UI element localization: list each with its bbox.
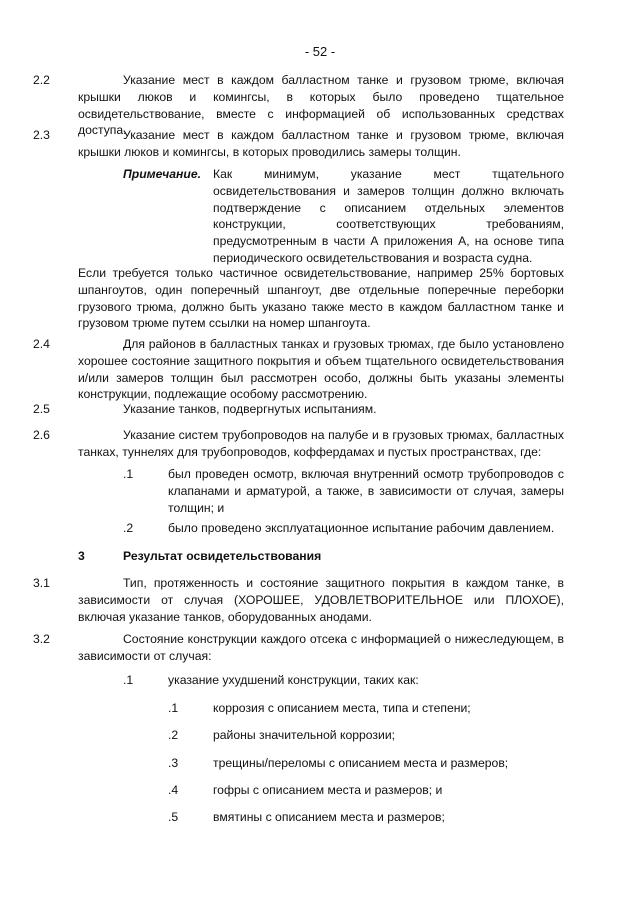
sub-item-text: вмятины с описанием места и размеров; — [213, 810, 445, 824]
list-item-text: было проведено эксплуатационное испытание рабочим давлением. — [168, 521, 555, 535]
page-number: - 52 - — [304, 44, 336, 59]
section-heading: Результат освидетельствования — [123, 549, 322, 563]
list-item-text: был проведен осмотр, включая внутренний осмотр трубопроводов с клапанами и арматурой, а также, в зависимости от случая, замеры толщин; и — [168, 467, 564, 515]
sub-item-number: .1 — [168, 701, 179, 715]
note-label: Примечание. — [123, 167, 201, 181]
list-item-number: .2 — [123, 521, 134, 535]
paragraph-3-2 — [33, 631, 564, 665]
sub-item-number: .3 — [168, 756, 179, 770]
paragraph-number: 3.2 — [33, 632, 50, 646]
sub-item-text: районы значительной коррозии; — [213, 728, 396, 742]
note-text: Как минимум, указание мест тщательного освидетельствования и замеров толщин должно включать подтверждение с описанием отдельных элементов конструкции, соответствующих требованиям, предусмотренным в части А приложения А, на основе типа периодического освидетельствования и возраста судна. — [213, 167, 564, 265]
paragraph-text: Для районов в балластных танках и грузовых трюмах, где было установлено хорошее состояние защитного покрытия и объем тщательного освидетельствования и/или замеров толщин был рассмотрен особо, должны быть указаны элементы конструкции, подлежащие особому рассмотрению. — [78, 337, 564, 402]
paragraph-partial-survey: Если требуется только частичное освидетельствование, например 25% бортовых шпангоутов, один поперечный шпангоут, две отдельные поперечные переборки грузового трюма, должно быть указано также место в каждом балластном танке и грузовом трюме путем ссылки на номер шпангоута. — [78, 266, 564, 331]
paragraph-number: 2.5 — [33, 402, 50, 416]
section-number: 3 — [78, 549, 85, 563]
paragraph-number: 2.4 — [33, 337, 50, 351]
paragraph-text: Тип, протяженность и состояние защитного покрытия в каждом танке, в зависимости от случая (ХОРОШЕЕ, УДОВЛЕТВОРИТЕЛЬНОЕ или ПЛОХОЕ), включая указание танков, оборудованных анодами. — [78, 576, 564, 624]
paragraph-number: 2.3 — [33, 128, 50, 142]
paragraph-3-1 — [33, 575, 564, 625]
paragraph-2-3 — [33, 127, 564, 161]
sub-item-number: .4 — [168, 783, 179, 797]
list-item-text: указание ухудшений конструкции, таких как: — [168, 673, 419, 687]
paragraph-2-4 — [33, 336, 564, 403]
list-item-number: .1 — [123, 673, 134, 687]
paragraph-text: Указание систем трубопроводов на палубе и в грузовых трюмах, балластных танках, туннелях для трубопроводов, коффердамах и пустых пространствах, где: — [78, 428, 564, 459]
sub-item-number: .5 — [168, 810, 179, 824]
paragraph-text: Указание танков, подвергнутых испытаниям. — [123, 402, 377, 416]
paragraph-text: Указание мест в каждом балластном танке и грузовом трюме, включая крышки люков и комингсы, в которых было проведено тщательное освидетельствование, вместе с информацией об использованных средствах доступа. — [78, 73, 564, 138]
paragraph-text: Указание мест в каждом балластном танке и грузовом трюме, включая крышки люков и комингсы, в которых проводились замеры толщин. — [78, 128, 564, 159]
sub-item-text: трещины/переломы с описанием места и размеров; — [213, 756, 509, 770]
sub-item-text: коррозия с описанием места, типа и степени; — [213, 701, 471, 715]
paragraph-number: 2.6 — [33, 428, 50, 442]
list-item-number: .1 — [123, 467, 134, 481]
sub-item-number: .2 — [168, 728, 179, 742]
paragraph-text: Состояние конструкции каждого отсека с информацией о нижеследующем, в зависимости от случая: — [78, 632, 564, 663]
sub-item-text: гофры с описанием места и размеров; и — [213, 783, 443, 797]
paragraph-number: 2.2 — [33, 73, 50, 87]
paragraph-2-6 — [33, 427, 564, 461]
paragraph-2-5 — [33, 401, 564, 418]
paragraph-number: 3.1 — [33, 576, 50, 590]
